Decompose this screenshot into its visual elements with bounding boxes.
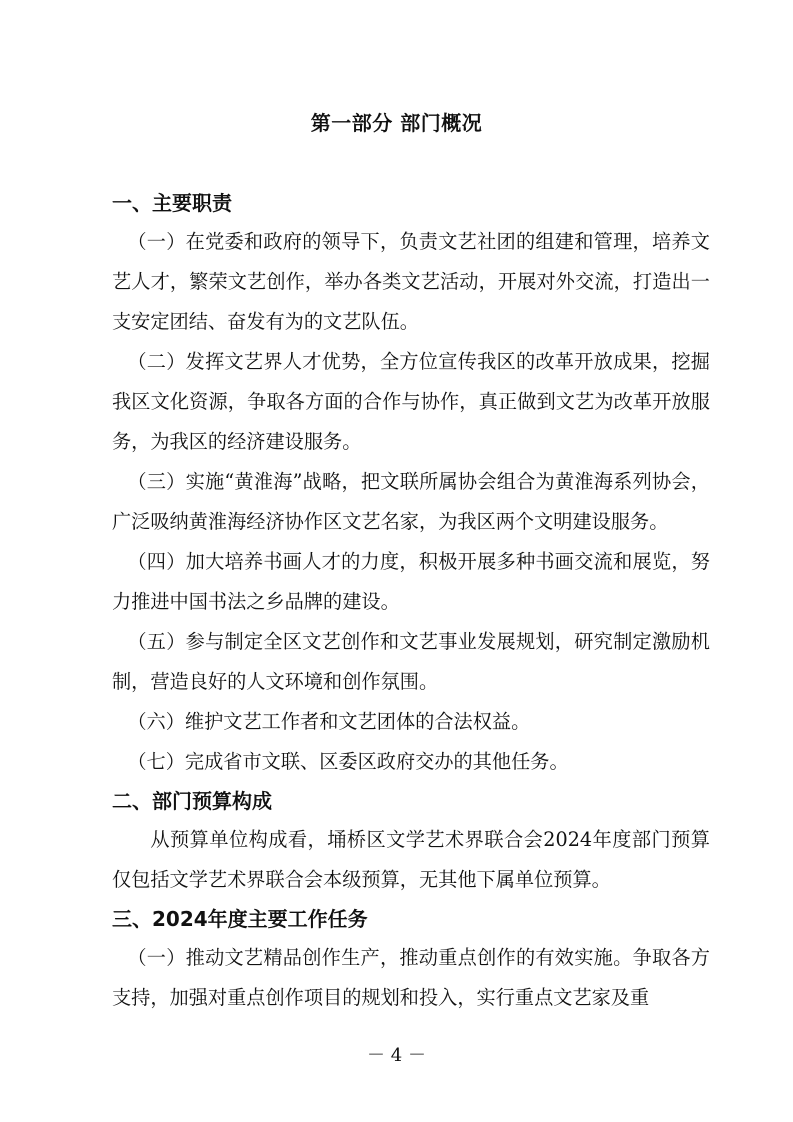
- page-title: 第一部分 部门概况: [310, 111, 483, 135]
- section-heading-duties: 一、主要职责: [112, 191, 232, 215]
- paragraph: （三）实施“黄淮海”战略，把文联所属协会组合为黄淮海系列协会，广泛吸纳黄淮海经济协作区文艺名家，为我区两个文明建设服务。: [112, 470, 710, 533]
- paragraph: （二）发挥文艺界人才优势，全方位宣传我区的改革开放成果，挖掘我区文化资源，争取各方面的合作与协作，真正做到文艺为改革开放服务，为我区的经济建设服务。: [112, 350, 710, 453]
- document-body: [112, 184, 710, 1018]
- paragraph: （六）维护文艺工作者和文艺团体的合法权益。: [127, 710, 531, 733]
- paragraph: （一）推动文艺精品创作生产，推动重点创作的有效实施。争取各方支持，加强对重点创作项目的规划和投入，实行重点文艺家及重: [112, 946, 710, 1009]
- paragraph: （五）参与制定全区文艺创作和文艺事业发展规划，研究制定激励机制，营造良好的人文环境和创作氛围。: [112, 630, 710, 693]
- page-number: － 4 －: [367, 1045, 426, 1066]
- paragraph: （一）在党委和政府的领导下，负责文艺社团的组建和管理，培养文艺人才，繁荣文艺创作，举办各类文艺活动，开展对外交流，打造出一支安定团结、奋发有为的文艺队伍。: [112, 230, 710, 333]
- section-heading-budget-composition: 二、部门预算构成: [112, 789, 272, 813]
- section-heading-main-tasks: 三、2024年度主要工作任务: [112, 907, 368, 931]
- paragraph: （七）完成省市文联、区委区政府交办的其他任务。: [127, 750, 569, 773]
- paragraph: （四）加大培养书画人才的力度，积极开展多种书画交流和展览，努力推进中国书法之乡品牌的建设。: [112, 550, 710, 613]
- paragraph: 从预算单位构成看，埇桥区文学艺术界联合会2024年度部门预算仅包括文学艺术界联合会本级预算，无其他下属单位预算。: [112, 828, 710, 891]
